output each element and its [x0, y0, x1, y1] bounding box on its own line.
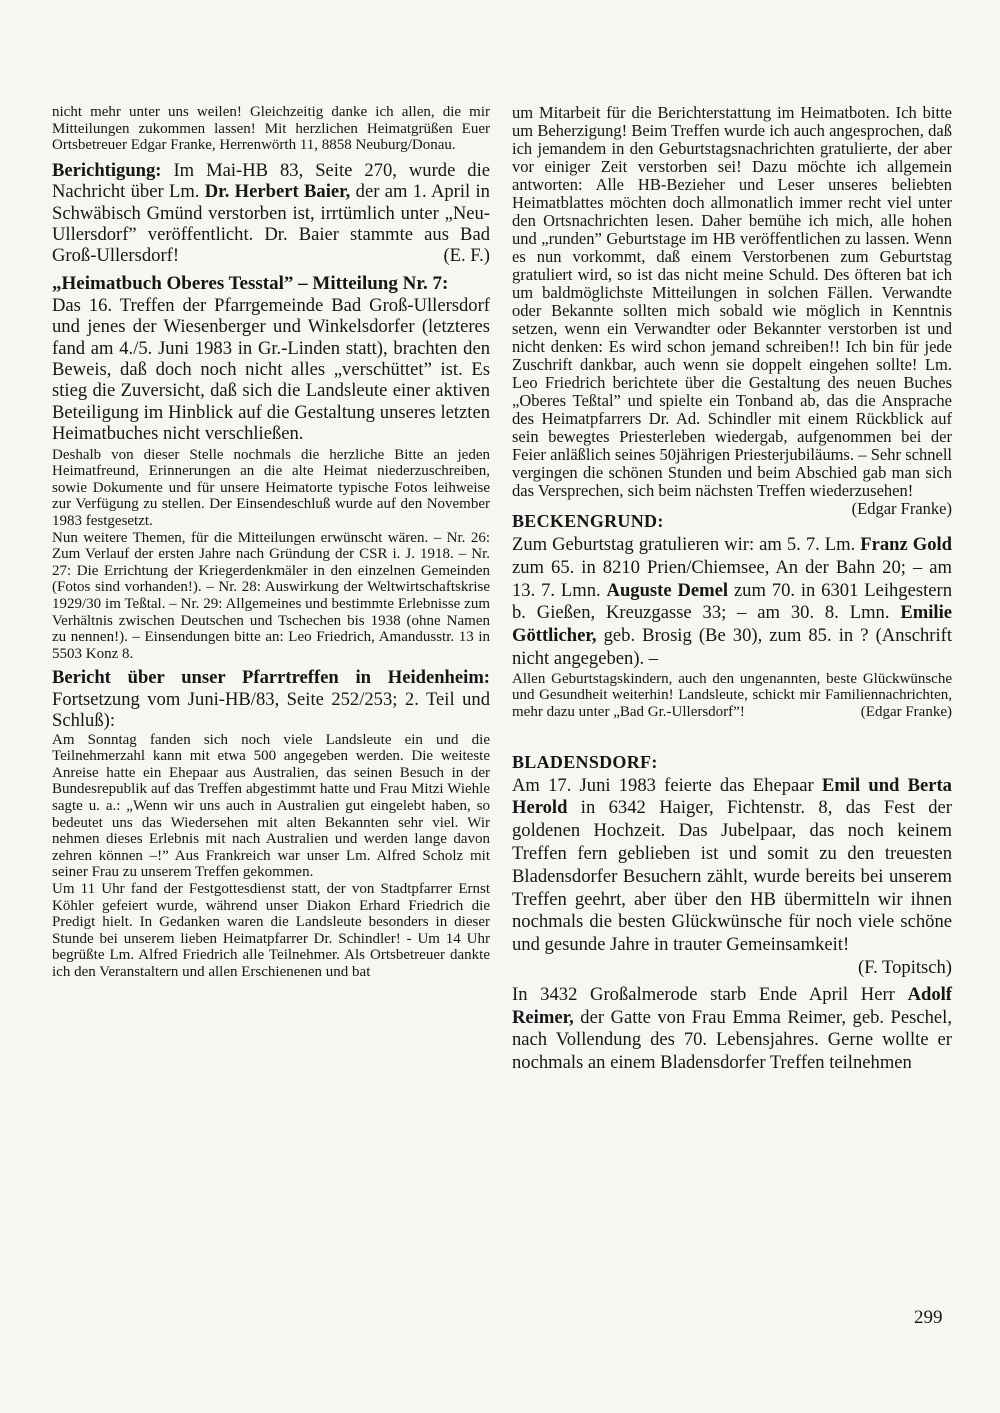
- birthday-paragraph: Zum Geburtstag gratulieren wir: am 5. 7. Lm. Franz Gold zum 65. in 8210 Prien/Chiemsee, An der Bahn 20; – am 13. 7. Lmn. Auguste Demel zum 70. in 6301 Leihgestern b. Gießen, Kreuzgasse 33; – am 30. 8. Lmn. Emilie Göttlicher, geb. Brosig (Be 30), zum 85. in ? (Anschrift nicht angegeben). –: [512, 534, 952, 669]
- person-name: Emil und Berta Herold: [512, 774, 952, 819]
- section-heading: BECKENGRUND:: [512, 511, 664, 531]
- obituary-paragraph: In 3432 Großalmerode starb Ende April Herr Adolf Reimer, der Gatte von Frau Emma Reimer, geb. Peschel, nach Vollendung des 70. Lebensjahres. Gerne wollte er nochmals an einem Bladensdorfer Treffen teilnehmen: [512, 983, 952, 1074]
- page-number: 299: [914, 1307, 943, 1328]
- person-name: Dr. Herbert Baier,: [204, 181, 351, 203]
- article-paragraph: Am Sonntag fanden sich noch viele Landsleute ein und die Teilnehmerzahl kann mit etwa 500 angegeben werden. Die weiteste Anreise hatte ein Ehepaar aus Australien, das seinen Besuch in der Bundesrepublik auf das Treffen abgestimmt hatte und Frau Mitzi Wiehle sagte u. a.: „Wenn wir uns auch in Australien gut eingelebt haben, so bedeutet uns das Wiedersehen mit alten Bekannten sehr viel. Wir nehmen dieses Erlebnis mit nach Australien und werden lange davon zehren können –!” Aus Frankreich war unser Lm. Alfred Scholz mit seiner Frau zu unserem Treffen gekommen.: [52, 731, 490, 881]
- right-column: [512, 104, 952, 1075]
- correction-label: Berichtigung:: [52, 159, 162, 181]
- author-signature: (Edgar Franke): [851, 499, 952, 518]
- text-continuation: nicht mehr unter uns weilen! Gleichzeitig danke ich allen, die mir Mitteilungen zukommen lassen! Mit herzlichen Heimatgrüßen Euer Ortsbetreuer Edgar Franke, Herrenwörth 11, 8858 Neuburg/Donau.: [52, 104, 490, 154]
- section-heading: BLADENSDORF:: [512, 751, 658, 772]
- author-signature: (F. Topitsch): [858, 956, 952, 978]
- article-paragraph: um Mitarbeit für die Berichterstattung im Heimatboten. Ich bitte um Beherzigung! Beim Treffen wurde ich auch angesprochen, daß ich jemandem in den Geburtstagsnachrichten gratulierte, der aber vor einiger Zeit verstorben sei! Dazu möchte ich allgemein antworten: Alle HB-Bezieher und Leser unseres beliebten Heimatblattes möchten doch allmonatlich immer recht viel unter den Ortsnachrichten lesen. Daher bemühe ich mich, alle hohen und „runden” Geburtstage im HB veröffentlichen zu lassen. Wenn es nun vorkommt, daß einem Verstorbenen zum Geburtstag gratuliert wird, so ist das nicht meine Schuld. Des öfteren bat ich um baldmöglichste Mitteilungen in solchen Fällen. Verwandte oder Bekannte sollten mich sobald wie möglich in Kenntnis setzen, wenn ein Verwandter oder Bekannter verstorben ist und nicht denken: Es wird schon jemand schreiben!! Ich bin für jede Zuschrift dankbar, auch wenn sie doppelt eingehen sollte! Lm. Leo Friedrich berichtete über die Gestaltung des neuen Buches „Oberes Teßtal” und spielte ein Tonband ab, das die Ansprache des Heimatpfarrers Dr. Ad. Schindler mit einem Rückblick auf sein bewegtes Priesterleben wiedergab, aufgenommen bei der Feier anläßlich seines 50jährigen Priesterjubiläums. – Sehr schnell vergingen die schönen Stunden und beim Abschied gab man sich das Versprechen, sich beim nächsten Treffen wiederzusehen! (Edgar Franke): [512, 103, 952, 518]
- person-name: Auguste Demel: [606, 579, 729, 601]
- author-initials: (E. F.): [443, 245, 490, 267]
- article-paragraph: Das 16. Treffen der Pfarrgemeinde Bad Groß-Ullersdorf und jenes der Wiesenberger und Winkelsdorfer (letzteres fand am 4./5. Juni 1983 in Gr.-Linden statt), brachten den Beweis, daß doch noch nicht alles „verschüttet” ist. Es stieg die Zuversicht, daß sich die Landsleute einer aktiven Beteiligung im Hinblick auf die Gestaltung unseres letzten Heimatbuches nicht verschließen.: [52, 294, 490, 445]
- person-name: Franz Gold: [860, 534, 952, 555]
- article-heading: „Heimatbuch Oberes Tesstal” – Mitteilung Nr. 7:: [52, 272, 449, 294]
- person-name: Adolf Reimer,: [512, 983, 952, 1028]
- article-paragraph: Allen Geburtstagskindern, auch den ungenannten, beste Glückwünsche und Gesundheit weiterhin! Landsleute, schickt mir Familiennachrichten, mehr dazu unter „Bad Gr.-Ullersdorf”! (Edgar Franke): [512, 670, 952, 720]
- article-paragraph: Um 11 Uhr fand der Festgottesdienst statt, der von Stadtpfarrer Ernst Köhler gefeiert wurde, während unser Diakon Erhard Friedrich die Predigt hielt. In Gedanken waren die Landsleute besonders in dieser Stunde bei unserem lieben Heimatpfarrer Dr. Schindler! - Um 14 Uhr begrüßte Lm. Alfred Friedrich alle Teilnehmer. Als Ortsbetreuer dankte ich den Veranstaltern und allen Erschienenen und bat: [52, 880, 490, 980]
- article-paragraph: Nun weitere Themen, für die Mitteilungen erwünscht wären. – Nr. 26: Zum Verlauf der ersten Jahre nach Gründung der CSR i. J. 1918. – Nr. 27: Die Errichtung der Kriegerdenkmäler in den einzelnen Gemeinden (Fotos sind vorhanden!). – Nr. 28: Auswirkung der Weltwirtschaftskrise 1929/30 im Teßtal. – Nr. 29: Allgemeines und bestimmte Erlebnisse zum Verhältnis zwischen Deutschen und Tschechen bis 1938 (ohne Namen zu nennen!). – Einsendungen bitte an: Leo Friedrich, Amandusstr. 13 in 5503 Konz 8.: [52, 529, 490, 662]
- left-column: [52, 104, 490, 981]
- article-paragraph: Deshalb von dieser Stelle nochmals die herzliche Bitte an jeden Heimatfreund, Erinnerungen an die alte Heimat niederzuschreiben, sowie Dokumente und für unsere Heimatorte typische Fotos leihweise zur Verfügung zu stellen. Der Einsendeschluß wurde auf den November 1983 festgesetzt.: [52, 446, 490, 530]
- report-heading: Bericht über unser Pfarrtreffen in Heidenheim: Fortsetzung vom Juni-HB/83, Seite 252/253; 2. Teil und Schluß):: [52, 667, 490, 732]
- person-name: Emilie Göttlicher,: [512, 602, 952, 647]
- author-signature: (Edgar Franke): [860, 703, 952, 720]
- golden-wedding-paragraph: Am 17. Juni 1983 feierte das Ehepaar Emil und Berta Herold in 6342 Haiger, Fichtenstr. 8, das Fest der goldenen Hochzeit. Das Jubelpaar, das noch keinem Treffen fern geblieben ist und somit zu den treuesten Bladensdorfer Besuchern zählt, wurde bereits bei unserem Treffen geehrt, aber über den HB übermitteln wir ihnen nochmals die besten Glückwünsche für noch viele schöne und gesunde Jahre in trauter Gemeinsamkeit!: [512, 774, 952, 956]
- correction-notice: Berichtigung: Im Mai-HB 83, Seite 270, wurde die Nachricht über Lm. Dr. Herbert Baier, der am 1. April in Schwäbisch Gmünd verstorben ist, irrtümlich unter „Neu-Ullersdorf” veröffentlicht. Dr. Baier stammte aus Bad Groß-Ullersdorf! (E. F.): [52, 159, 490, 267]
